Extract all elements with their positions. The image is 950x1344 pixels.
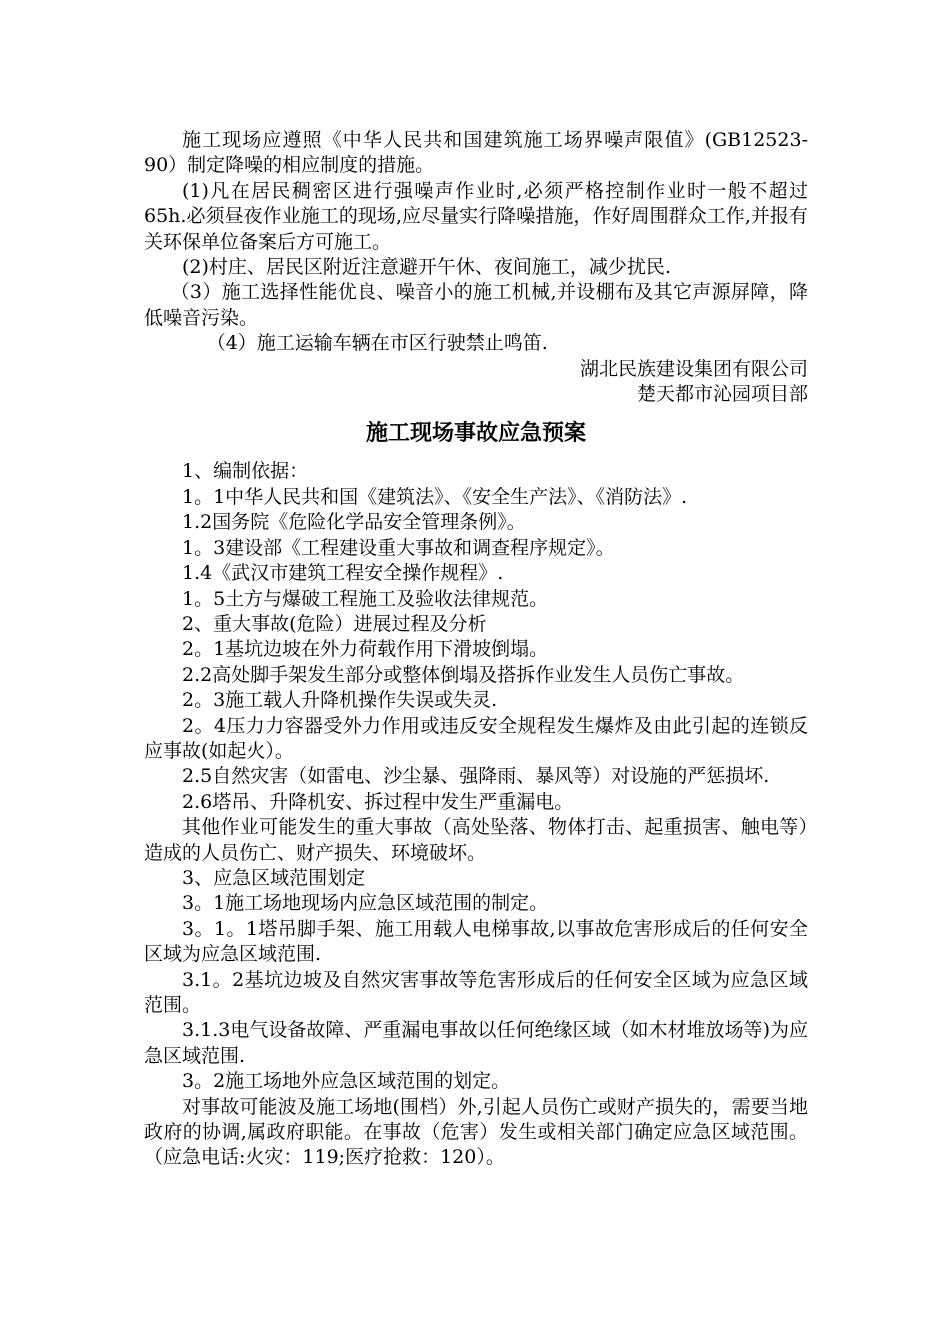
paragraph: 3.1.3电气设备故障、严重漏电事故以任何绝缘区域（如木材堆放场等)为应急区域范围. <box>144 1019 808 1067</box>
paragraph: 2。1基坑边坡在外力荷载作用下滑坡倒塌。 <box>182 638 549 661</box>
paragraph: 2.6塔吊、升降机安、拆过程中发生严重漏电。 <box>182 790 574 813</box>
department-signature: 楚天都市沁园项目部 <box>636 383 808 406</box>
paragraph: 3.1。2基坑边坡及自然灾害事故等危害形成后的任何安全区域为应急区域范围。 <box>144 968 808 1016</box>
noise-item-4: （4）施工运输车辆在市区行驶禁止鸣笛. <box>206 332 548 355</box>
paragraph: 2.5自然灾害（如雷电、沙尘暴、强降雨、暴风等）对设施的严惩损坏. <box>182 765 770 788</box>
noise-item-3: （3）施工选择性能优良、噪音小的施工机械,并设棚布及其它声源屏障，降低噪音污染。 <box>144 281 808 329</box>
paragraph: 3、应急区域范围划定 <box>182 866 366 889</box>
paragraph: 1.2国务院《危险化学品安全管理条例》。 <box>182 511 526 534</box>
paragraph: 2.2高处脚手架发生部分或整体倒塌及搭拆作业发生人员伤亡事故。 <box>182 663 745 686</box>
paragraph: 1。3建设部《工程建设重大事故和调查程序规定》。 <box>182 536 615 559</box>
noise-intro-paragraph: 施工现场应遵照《中华人民共和国建筑施工场界噪声限值》(GB12523-90）制定降噪的相应制度的措施。 <box>144 129 808 177</box>
document-title: 施工现场事故应急预案 <box>365 421 586 447</box>
paragraph: 3。2施工场地外应急区域范围的划定。 <box>182 1070 511 1093</box>
paragraph: 2。4压力力容器受外力作用或违反安全规程发生爆炸及由此引起的连锁反应事故(如起火）。 <box>144 714 808 762</box>
paragraph: 2。3施工载人升降机操作失误或失灵. <box>182 689 498 712</box>
paragraph: 1、编制依据： <box>182 460 309 483</box>
noise-item-2: (2)村庄、居民区附近注意避开午休、夜间施工，减少扰民. <box>182 256 671 279</box>
noise-item-1: (1)凡在居民稠密区进行强噪声作业时,必须严格控制作业时一般不超过65h.必须昼夜作业施工的现场,应尽量实行降噪措施，作好周围群众工作,并报有关环保单位备案后方可施工。 <box>144 179 808 253</box>
paragraph: 1。1中华人民共和国《建筑法》、《安全生产法》、《消防法》. <box>182 485 688 508</box>
paragraph: 1.4《武汉市建筑工程安全操作规程》. <box>182 562 504 585</box>
paragraph: 3。1。1塔吊脚手架、施工用载人电梯事故,以事故危害形成后的任何安全区域为应急区域范围. <box>144 917 808 966</box>
company-signature: 湖北民族建设集团有限公司 <box>579 357 808 380</box>
paragraph: 3。1施工场地现场内应急区域范围的制定。 <box>182 892 549 915</box>
paragraph: 对事故可能波及施工场地(围档）外,引起人员伤亡或财产损失的，需要当地政府的协调,属政府职能。在事故（危害）发生或相关部门确定应急区域范围。（应急电话:火灾：119;医疗抢救：120）。 <box>144 1095 808 1169</box>
paragraph: 1。5土方与爆破工程施工及验收法律规范。 <box>182 587 549 610</box>
paragraph: 2、重大事故(危险）进展过程及分析 <box>182 612 487 635</box>
document-body <box>144 128 808 1171</box>
paragraph: 其他作业可能发生的重大事故（高处坠落、物体打击、起重损害、触电等）造成的人员伤亡、财产损失、环境破坏。 <box>144 816 808 864</box>
